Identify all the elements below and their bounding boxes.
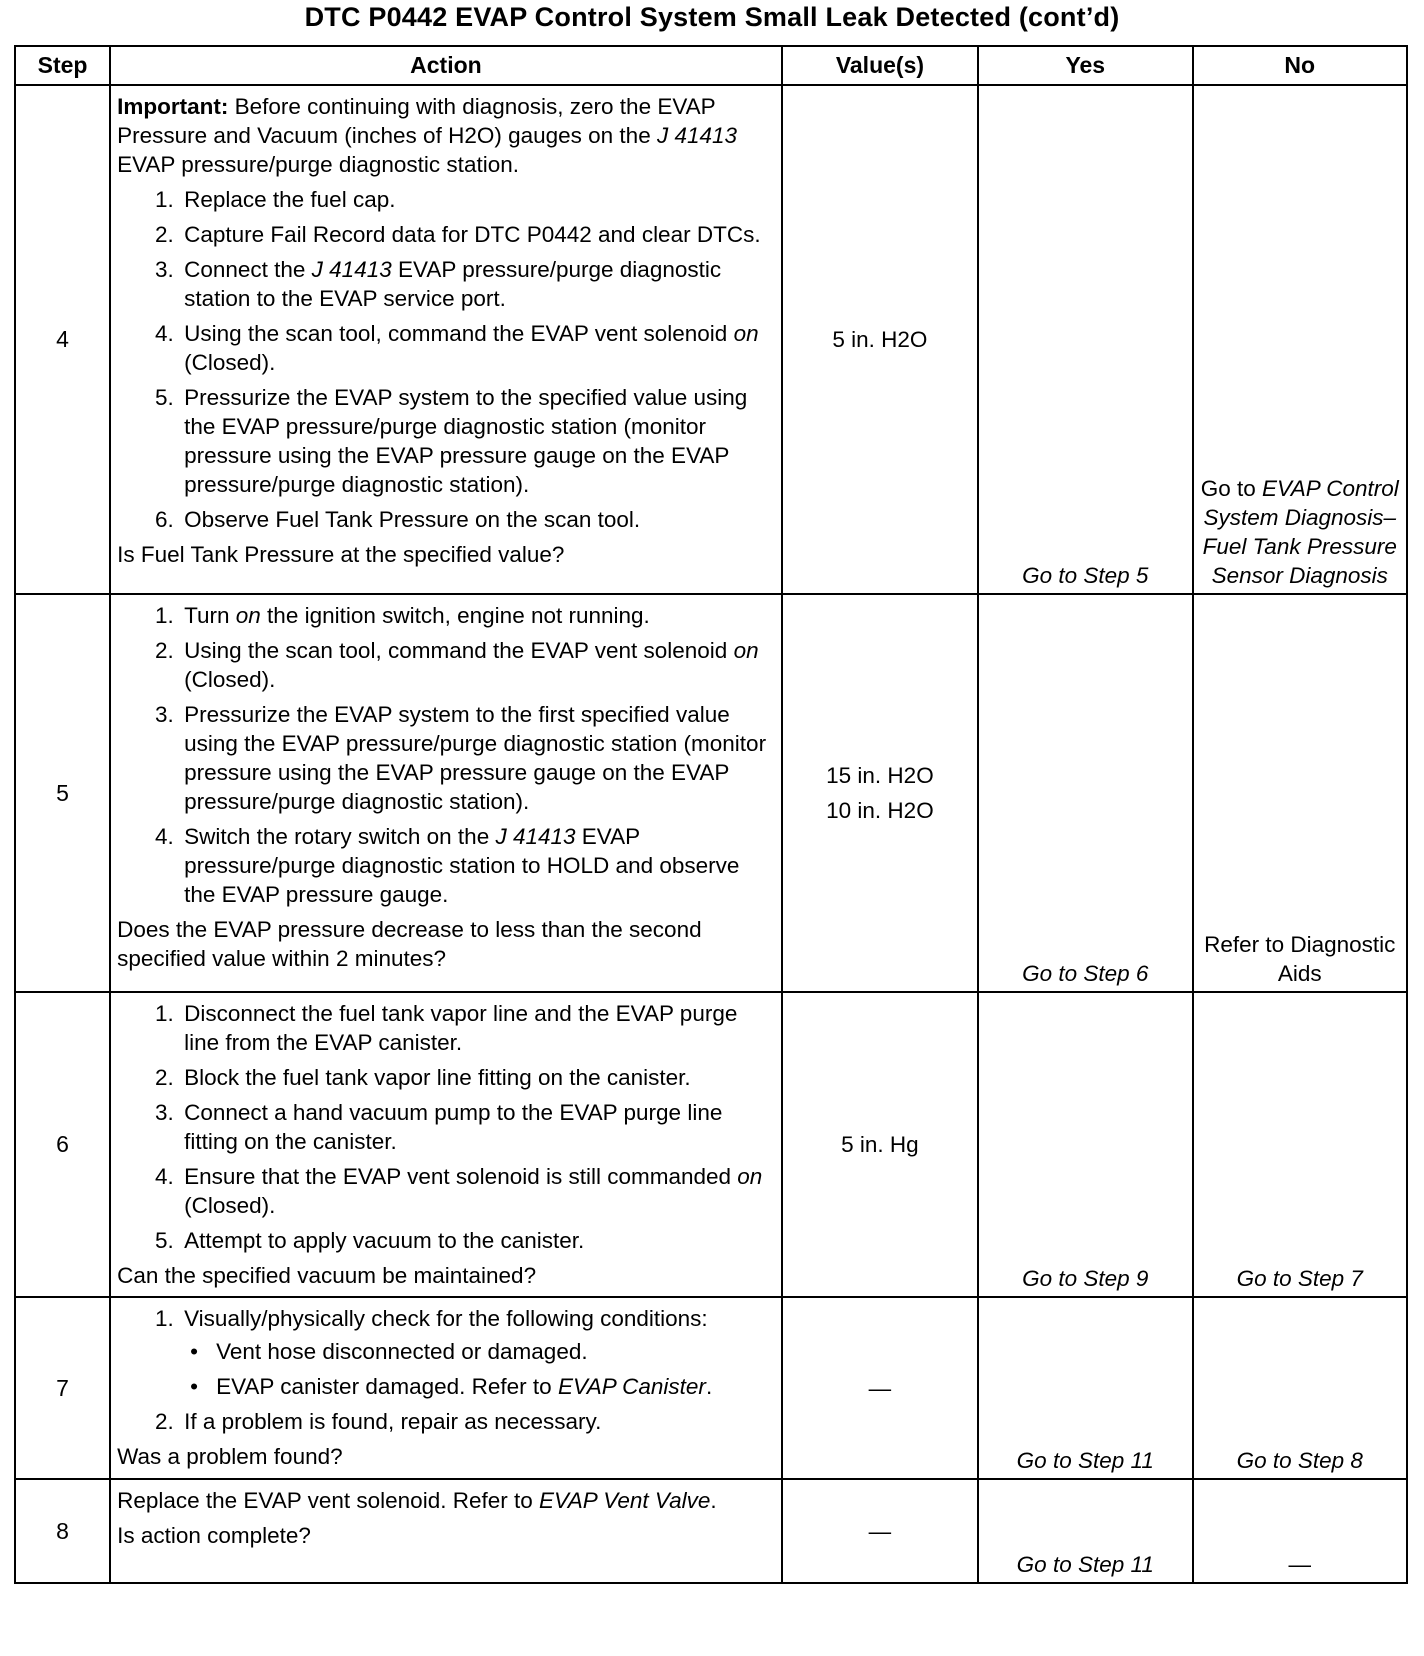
tool-ref: J 41413 bbox=[656, 123, 738, 148]
list-item: 2. Using the scan tool, command the EVAP vent solenoid on (Closed). bbox=[180, 636, 775, 694]
action-cell bbox=[110, 594, 782, 992]
no-cell bbox=[1193, 992, 1408, 1297]
table-row-step-7 bbox=[15, 1297, 1407, 1479]
table-header-row bbox=[15, 46, 1407, 85]
no-outcome: — bbox=[1288, 1552, 1311, 1577]
list-item: 1. Disconnect the fuel tank vapor line and the EVAP purge line from the EVAP canister. bbox=[180, 999, 775, 1057]
step-number: 5 bbox=[15, 594, 110, 992]
yes-outcome: Go to Step 11 bbox=[1016, 1552, 1154, 1577]
step-number: 8 bbox=[15, 1479, 110, 1583]
table-row-step-4 bbox=[15, 85, 1407, 594]
step-number: 7 bbox=[15, 1297, 110, 1479]
yes-outcome: Go to Step 6 bbox=[1022, 961, 1149, 986]
action-steps bbox=[117, 185, 775, 534]
yes-cell bbox=[978, 594, 1192, 992]
list-item: 3. Connect a hand vacuum pump to the EVAP purge line fitting on the canister. bbox=[180, 1098, 775, 1156]
header-action: Action bbox=[110, 46, 782, 85]
page-title: DTC P0442 EVAP Control System Small Leak Detected (cont’d) bbox=[304, 2, 1120, 32]
value-cell bbox=[782, 1479, 978, 1583]
header-yes: Yes bbox=[978, 46, 1192, 85]
important-label: Important: bbox=[117, 94, 229, 119]
list-item: 2. Capture Fail Record data for DTC P0442 and clear DTCs. bbox=[180, 220, 775, 249]
no-outcome: Refer to Diagnostic Aids bbox=[1204, 932, 1396, 986]
action-steps bbox=[117, 999, 775, 1255]
list-item: 1. Visually/physically check for the following conditions: • Vent hose disconnected or damaged. • EVAP canister damaged. Refer to EVAP Canister. bbox=[180, 1304, 775, 1401]
bullet-item: • EVAP canister damaged. Refer to EVAP Canister. bbox=[216, 1372, 775, 1401]
question: Is action complete? bbox=[117, 1523, 311, 1548]
spec-value: — bbox=[868, 1375, 892, 1401]
important-text: Before continuing with diagnosis, zero the EVAP Pressure and Vacuum (inches of H2O) gauges on the bbox=[117, 94, 716, 148]
question: Does the EVAP pressure decrease to less than the second specified value within 2 minutes? bbox=[117, 917, 702, 971]
spec-value: — bbox=[868, 1518, 892, 1544]
action-cell bbox=[110, 1479, 782, 1583]
list-item: 2. If a problem is found, repair as necessary. bbox=[180, 1407, 775, 1436]
list-item: 2. Block the fuel tank vapor line fitting on the canister. bbox=[180, 1063, 775, 1092]
list-item: 5. Pressurize the EVAP system to the specified value using the EVAP pressure/purge diagnostic station (monitor pressure using the EVAP pressure gauge on the EVAP pressure/purge diagnostic station). bbox=[180, 383, 775, 499]
no-outcome: Go to Step 7 bbox=[1236, 1266, 1363, 1291]
list-item: 3. Pressurize the EVAP system to the first specified value using the EVAP pressure/purge diagnostic station (monitor pressure using the EVAP pressure gauge on the EVAP pressure/purge diagnostic station). bbox=[180, 700, 775, 816]
header-values: Value(s) bbox=[782, 46, 978, 85]
step-number: 6 bbox=[15, 992, 110, 1297]
spec-value: 5 in. Hg bbox=[841, 1132, 919, 1157]
question: Was a problem found? bbox=[117, 1444, 343, 1469]
condition-list bbox=[184, 1337, 775, 1401]
action-cell bbox=[110, 85, 782, 594]
table-row-step-5 bbox=[15, 594, 1407, 992]
value-cell bbox=[782, 85, 978, 594]
spec-value: 5 in. H2O bbox=[832, 327, 928, 352]
procedure-link: EVAP Control System Diagnosis– Fuel Tank Pressure Sensor Diagnosis bbox=[1202, 476, 1399, 588]
yes-outcome: Go to Step 5 bbox=[1022, 563, 1149, 588]
procedure-link: EVAP Canister bbox=[557, 1374, 706, 1399]
question: Can the specified vacuum be maintained? bbox=[117, 1263, 537, 1288]
no-cell bbox=[1193, 594, 1408, 992]
list-item: 1. Turn on the ignition switch, engine not running. bbox=[180, 601, 775, 630]
header-no: No bbox=[1193, 46, 1408, 85]
value-cell bbox=[782, 1297, 978, 1479]
list-item: 4. Switch the rotary switch on the J 41413 EVAP pressure/purge diagnostic station to HOLD and observe the EVAP pressure gauge. bbox=[180, 822, 775, 909]
yes-cell bbox=[978, 85, 1192, 594]
list-item: 3. Connect the J 41413 EVAP pressure/purge diagnostic station to the EVAP service port. bbox=[180, 255, 775, 313]
no-cell bbox=[1193, 1297, 1408, 1479]
list-item: 4. Ensure that the EVAP vent solenoid is still commanded on (Closed). bbox=[180, 1162, 775, 1220]
value-cell bbox=[782, 594, 978, 992]
bullet-item: • Vent hose disconnected or damaged. bbox=[216, 1337, 775, 1366]
action-steps bbox=[117, 601, 775, 909]
list-item: 5. Attempt to apply vacuum to the canister. bbox=[180, 1226, 775, 1255]
header-step: Step bbox=[15, 46, 110, 85]
diagnostic-table bbox=[14, 45, 1408, 1584]
yes-cell bbox=[978, 1297, 1192, 1479]
spec-value: 10 in. H2O bbox=[826, 798, 934, 823]
question: Is Fuel Tank Pressure at the specified value? bbox=[117, 542, 565, 567]
table-row-step-6 bbox=[15, 992, 1407, 1297]
yes-cell bbox=[978, 992, 1192, 1297]
list-item: 4. Using the scan tool, command the EVAP vent solenoid on (Closed). bbox=[180, 319, 775, 377]
no-outcome: Go to EVAP Control System Diagnosis– Fuel Tank Pressure Sensor Diagnosis bbox=[1200, 476, 1399, 588]
list-item: 6. Observe Fuel Tank Pressure on the scan tool. bbox=[180, 505, 775, 534]
list-item: 1. Replace the fuel cap. bbox=[180, 185, 775, 214]
action-text: Replace the EVAP vent solenoid. Refer to EVAP Vent Valve. bbox=[117, 1488, 717, 1513]
yes-outcome: Go to Step 11 bbox=[1016, 1448, 1154, 1473]
procedure-link: EVAP Vent Valve bbox=[539, 1488, 711, 1513]
action-cell bbox=[110, 1297, 782, 1479]
table-row-step-8 bbox=[15, 1479, 1407, 1583]
no-cell bbox=[1193, 85, 1408, 594]
value-cell bbox=[782, 992, 978, 1297]
important-text: EVAP pressure/purge diagnostic station. bbox=[117, 152, 519, 177]
spec-value: 15 in. H2O bbox=[826, 763, 934, 788]
tool-ref: J 41413 bbox=[495, 824, 576, 849]
step-number: 4 bbox=[15, 85, 110, 594]
yes-cell bbox=[978, 1479, 1192, 1583]
no-cell bbox=[1193, 1479, 1408, 1583]
yes-outcome: Go to Step 9 bbox=[1022, 1266, 1149, 1291]
tool-ref: J 41413 bbox=[311, 257, 392, 282]
no-outcome: Go to Step 8 bbox=[1236, 1448, 1363, 1473]
action-cell bbox=[110, 992, 782, 1297]
important-note bbox=[117, 92, 775, 179]
action-steps bbox=[117, 1304, 775, 1436]
